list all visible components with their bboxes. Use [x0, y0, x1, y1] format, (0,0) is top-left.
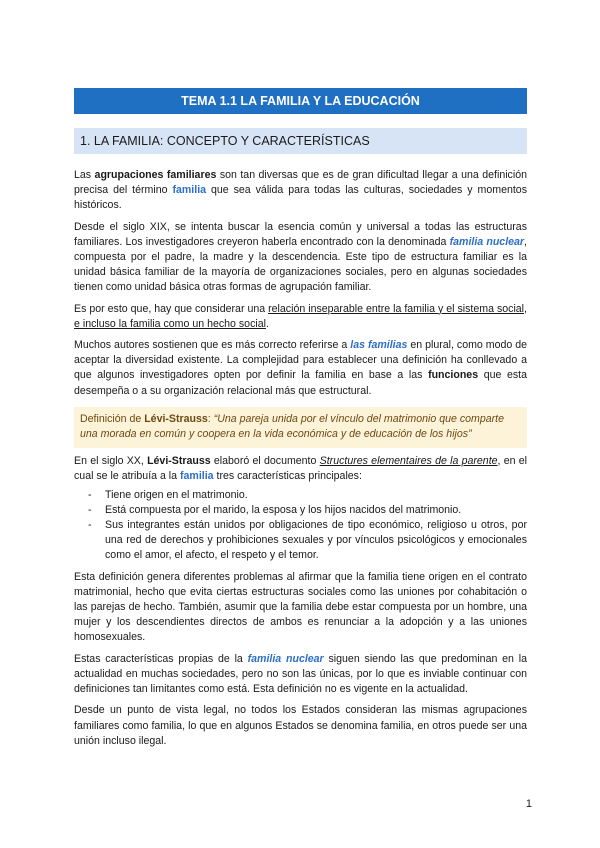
paragraph-5: En el siglo XX, Lévi-Strauss elaboró el documento Structures elementaires de la parente, en el cual se le atribuía a la familia tres características principales: [74, 455, 527, 483]
paragraph-2: Desde el siglo XIX, se intenta buscar la esencia común y universal a todas las estructuras familiares. Los investigadores creyeron haberla encontrado con la denominada familia nuclear, compuesta por el padre, la madre y la descendencia. Este tipo de estructura familiar es la unidad básica familiar de la mayoría de organizaciones sociales, pero en algunas sociedades tienen como unidad básica otras formas de agrupación familiar. [74, 220, 527, 294]
paragraph-3: Es por esto que, hay que considerar una relación inseparable entre la familia y el sistema social, e incluso la familia como un hecho social. [74, 302, 527, 330]
list-item: - Está compuesta por el marido, la esposa y los hijos nacidos del matrimonio. [88, 503, 462, 516]
paragraph-7: Estas características propias de la familia nuclear siguen siendo las que predominan en la actualidad en muchas sociedades, pero no son las únicas, por lo que es inviable continuar con definiciones tan limitantes como está. Esta definición no es vigente en la actualidad. [74, 652, 528, 696]
definition-callout: Definición de Lévi-Strauss: “Una pareja unida por el vínculo del matrimonio que comparte una morada en común y coopera en la vida económica y de educación de los hijos” [74, 407, 527, 448]
document-title: TEMA 1.1 LA FAMILIA Y LA EDUCACIÓN [74, 88, 527, 114]
list-item: - Tiene origen en el matrimonio. [88, 488, 248, 501]
document-page [74, 88, 527, 749]
paragraph-6: Esta definición genera diferentes problemas al afirmar que la familia tiene origen en el contrato matrimonial, hecho que evita ciertas estructuras sociales como las uniones por cohabitación o las parejas de hecho. También, asumir que la familia debe estar compuesta por un hombre, una mujer y los descendientes directos de ambos es renunciar a la adopción y a las uniones homosexuales. [74, 570, 527, 644]
list-item: - Sus integrantes están unidos por obligaciones de tipo económico, religioso u otros, por una red de derechos y prohibiciones sexuales y por vínculos psicológicos y emocionales como el amor, el afecto, el respeto y el temor. [88, 519, 527, 562]
paragraph-8: Desde un punto de vista legal, no todos los Estados consideran las mismas agrupaciones familiares como familia, lo que en algunos Estados se denomina familia, en otros puede ser una unión incluso ilegal. [74, 704, 527, 747]
characteristics-list [74, 488, 527, 564]
page-number: 1 [525, 798, 532, 810]
section-heading: 1. LA FAMILIA: CONCEPTO Y CARACTERÍSTICAS [74, 128, 527, 154]
paragraph-1: Las agrupaciones familiares son tan diversas que es de gran dificultad llegar a una definición precisa del término familia que sea válida para todas las culturas, sociedades y momentos históricos. [74, 169, 527, 212]
paragraph-4: Muchos autores sostienen que es más correcto referirse a las familias en plural, como modo de aceptar la diversidad existente. La complejidad para establecer una definición ha conllevado a que algunos investigadores opten por definir la familia en base a las funciones que esta desempeña o a su organización relacional más que estructural. [74, 339, 528, 397]
